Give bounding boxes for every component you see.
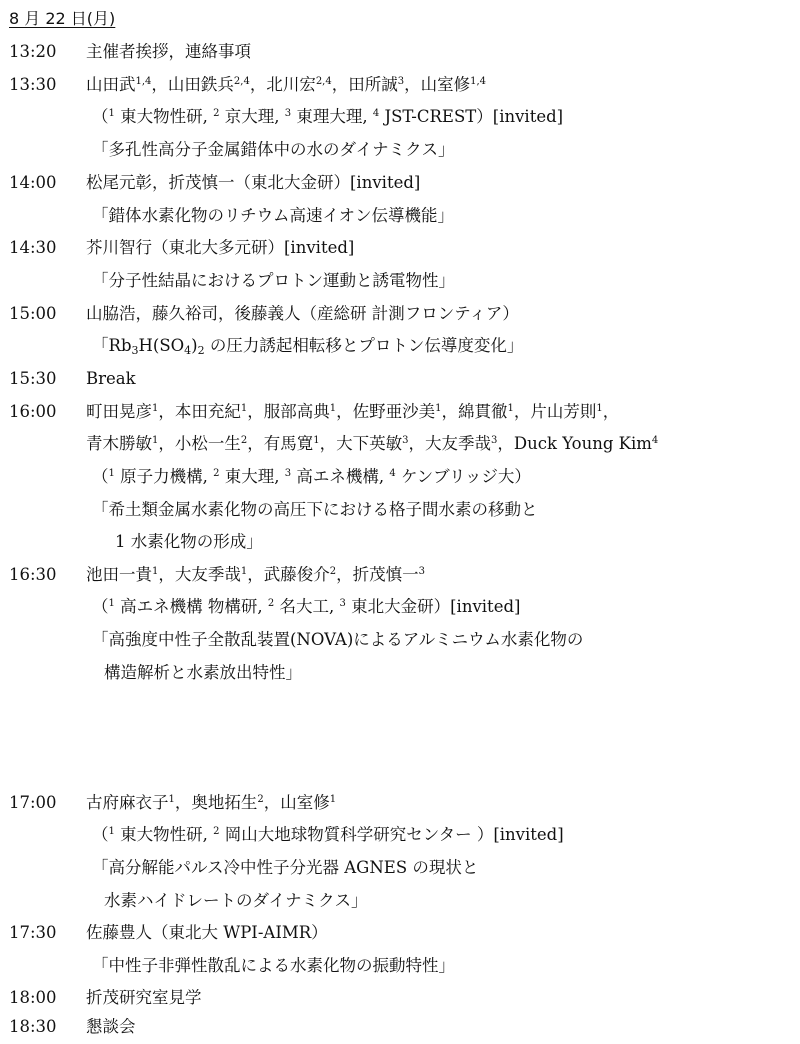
entry-authors: 池田一貴$^1$，大友季哉$^1$，武藤俊介$^2$，折茂慎一$^3$ xyxy=(86,565,425,584)
entry-authors: 佐藤豊人（東北大 WPI-AIMR） xyxy=(86,923,328,942)
entry-text: 折茂研究室見学 xyxy=(86,988,202,1007)
entry-authors: 古府麻衣子$^1$，奥地拓生$^2$，山室修$^1$ xyxy=(86,793,337,812)
entry-text: 主催者挨拶，連絡事項 xyxy=(86,42,251,61)
entry-time: 18:00 xyxy=(9,988,57,1007)
entry-time: 14:30 xyxy=(9,238,57,257)
entry-text: 懇談会 xyxy=(86,1017,136,1036)
entry-time: 16:00 xyxy=(9,402,57,421)
entry-time: 17:30 xyxy=(9,923,57,942)
entry-authors: 町田晃彦$^1$，本田充紀$^1$，服部高典$^1$，佐野亜沙美$^1$，綿貫徹$^1$，片山芳則$^1$， xyxy=(86,402,620,421)
entry-time: 15:30 xyxy=(9,369,57,388)
entry-time: 16:30 xyxy=(9,565,57,584)
schedule-date-heading: 8 月 22 日(月) xyxy=(9,9,116,28)
entry-time: 15:00 xyxy=(9,304,57,323)
entry-time: 14:00 xyxy=(9,173,57,192)
entry-time: 13:20 xyxy=(9,42,57,61)
entry-authors: 松尾元彰，折茂慎一（東北大金研）[invited] xyxy=(86,173,421,192)
entry-authors: 芥川智行（東北大多元研）[invited] xyxy=(86,238,355,257)
entry-time: 18:30 xyxy=(9,1017,57,1036)
entry-time: 17:00 xyxy=(9,793,57,812)
entry-time: 13:30 xyxy=(9,75,57,94)
entry-text: Break xyxy=(86,369,136,388)
entry-authors: 山脇浩，藤久裕司，後藤義人（産総研 計測フロンティア） xyxy=(86,304,519,323)
entry-authors: 山田武$^{1,4}$，山田鉄兵$^{2,4}$，北川宏$^{2,4}$，田所誠$^3$，山室修$^{1,4}$ xyxy=(86,75,486,94)
